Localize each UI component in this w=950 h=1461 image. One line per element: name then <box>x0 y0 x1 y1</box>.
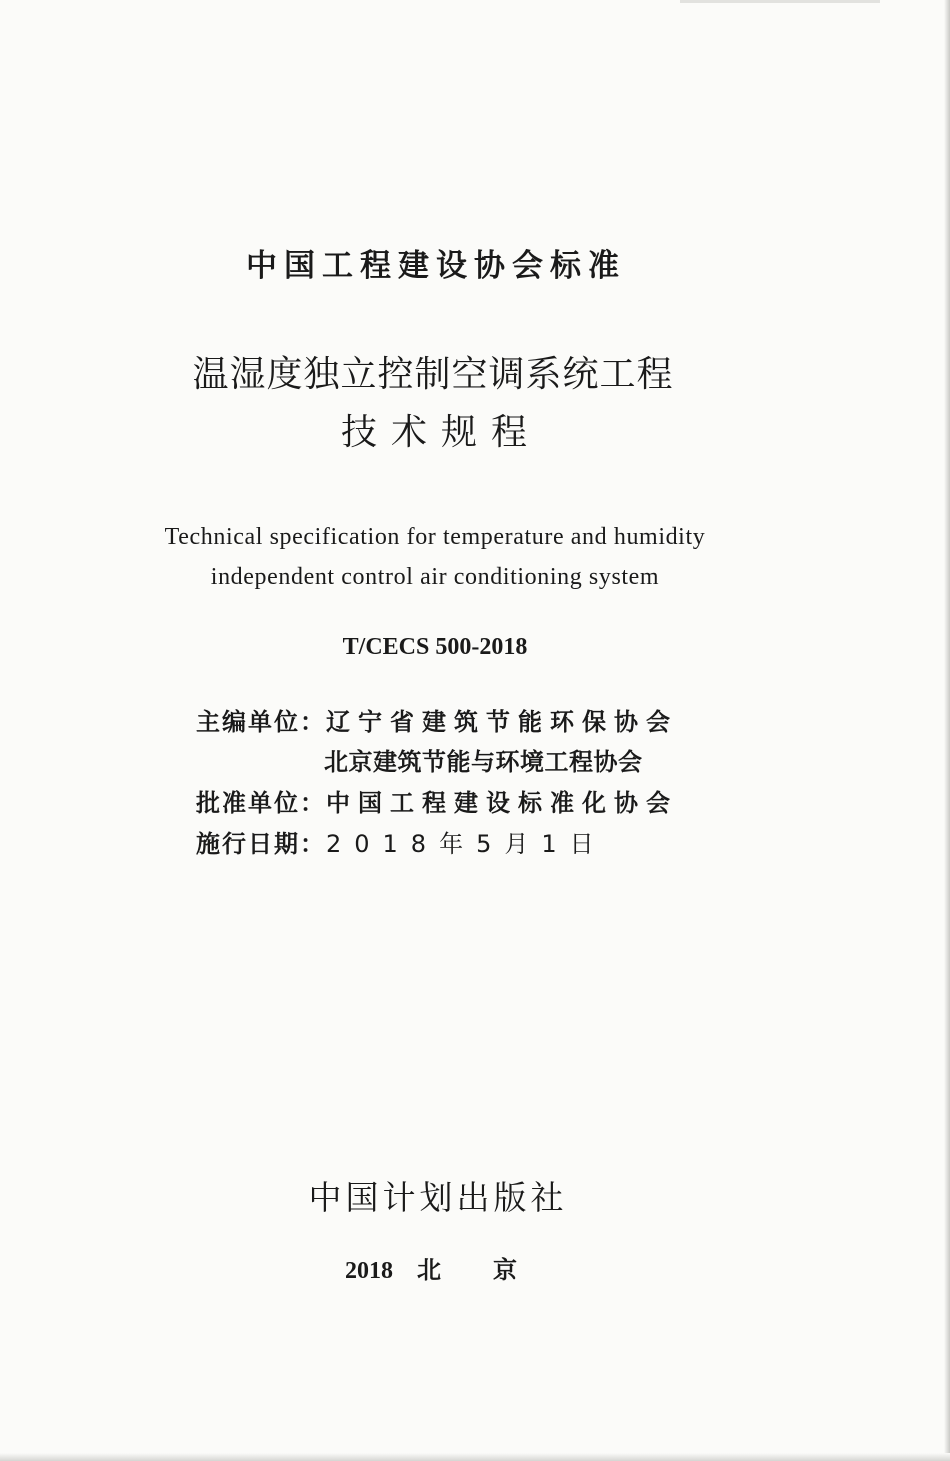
english-title-line-2: independent control air conditioning system <box>210 564 660 590</box>
effective-date-label: 施行日期： <box>196 830 326 858</box>
scan-edge-right <box>944 0 950 1461</box>
publication-imprint <box>345 1250 569 1285</box>
editor-label: 主编单位： <box>196 708 326 736</box>
editor-unit-2: 北京建筑节能与环境工程协会 <box>324 748 643 776</box>
effective-date-row <box>196 824 607 859</box>
editor-row <box>196 702 678 737</box>
approver-label: 批准单位： <box>196 789 326 817</box>
chinese-title-line-2: 技术规程 <box>340 412 542 453</box>
standard-series-title: 中国工程建设协会标准 <box>246 248 626 284</box>
editor-unit-1: 辽宁省建筑节能环保协会 <box>326 708 678 736</box>
scan-edge-bottom <box>0 1453 950 1461</box>
approver-row <box>196 783 678 818</box>
publication-city: 北京 <box>417 1256 569 1284</box>
publisher-name: 中国计划出版社 <box>308 1178 568 1217</box>
standard-code: T/CECS 500-2018 <box>342 634 528 660</box>
approver-unit: 中国工程建设标准化协会 <box>326 789 678 817</box>
scan-edge-top <box>680 0 880 3</box>
effective-date-value: 2018年5月1日 <box>326 830 607 858</box>
publication-year: 2018 <box>345 1258 393 1284</box>
english-title-line-1: Technical specification for temperature and humidity <box>164 524 706 550</box>
editor-row-2 <box>324 742 643 777</box>
chinese-title-line-1: 温湿度独立控制空调系统工程 <box>192 354 674 395</box>
